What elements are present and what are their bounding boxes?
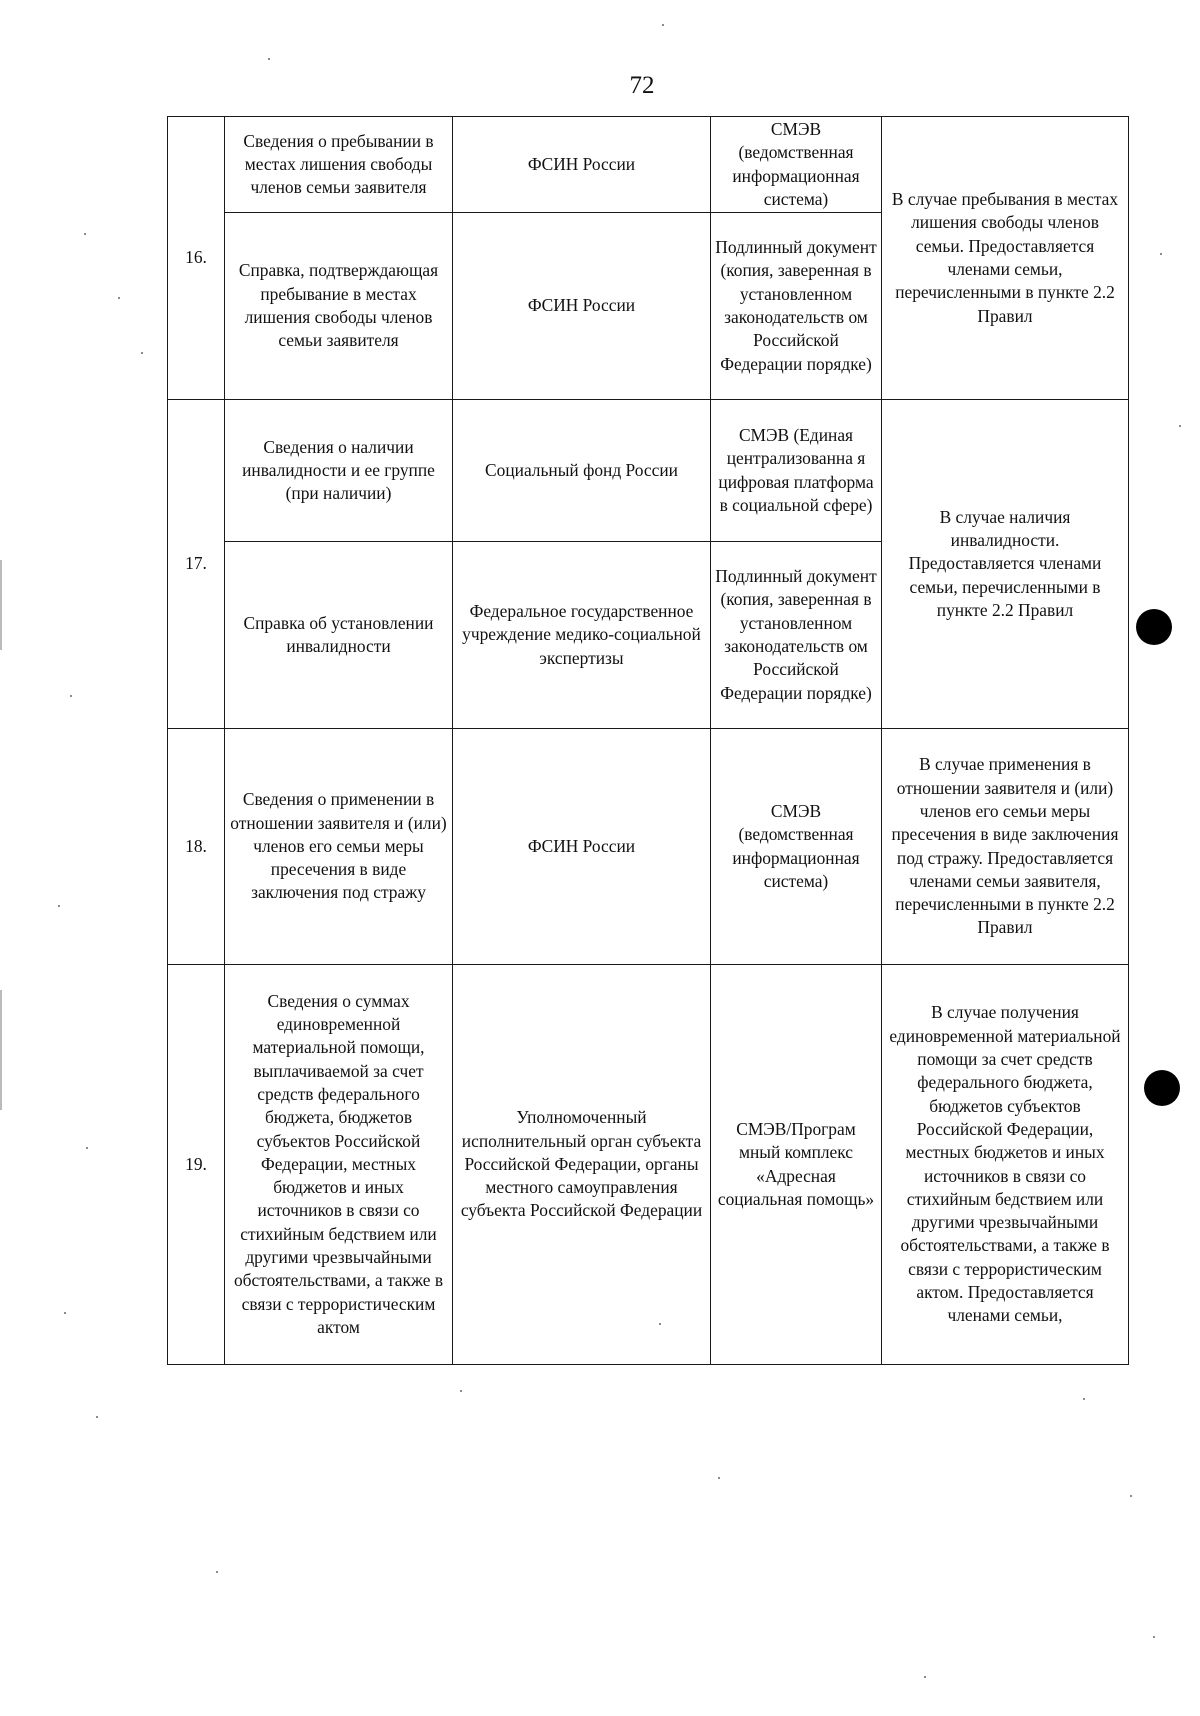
scan-speck bbox=[659, 1323, 661, 1325]
scan-speck bbox=[460, 1390, 462, 1392]
scan-speck bbox=[1130, 1495, 1132, 1497]
scan-speck bbox=[86, 1147, 88, 1149]
document-cell: Сведения о суммах единовременной материальной помощи, выплачиваемой за счет средств федерального бюджета, бюджетов субъектов Российской Федерации, местных бюджетов и иных источников в связи со стихийным бедствием или другими чрезвычайными обстоятельствами, а также в связи с террористическим актом bbox=[225, 965, 453, 1365]
table-row-18 bbox=[168, 729, 1129, 965]
source-cell: ФСИН России bbox=[453, 213, 711, 400]
row-number: 19. bbox=[168, 965, 225, 1365]
scan-speck bbox=[118, 297, 120, 299]
scan-edge-mark bbox=[0, 990, 2, 1110]
method-cell: Подлинный документ (копия, заверенная в установленном законодательств ом Российской Федерации порядке) bbox=[711, 542, 882, 729]
scan-speck bbox=[64, 1312, 66, 1314]
scan-speck bbox=[70, 695, 72, 697]
page-number: 72 bbox=[629, 72, 655, 99]
table-row-19 bbox=[168, 965, 1129, 1365]
document-cell: Сведения о применении в отношении заявителя и (или) членов его семьи меры пресечения в виде заключения под стражу bbox=[225, 729, 453, 965]
source-cell: ФСИН России bbox=[453, 117, 711, 213]
document-cell: Справка об установлении инвалидности bbox=[225, 542, 453, 729]
document-cell: Справка, подтверждающая пребывание в местах лишения свободы членов семьи заявителя bbox=[225, 213, 453, 400]
method-cell: Подлинный документ (копия, заверенная в установленном законодательств ом Российской Федерации порядке) bbox=[711, 213, 882, 400]
scan-edge-mark bbox=[0, 560, 2, 650]
scan-speck bbox=[1083, 1398, 1085, 1400]
condition-cell: В случае применения в отношении заявителя и (или) членов его семьи меры пресечения в виде заключения под стражу. Предоставляется членами семьи заявителя, перечисленными в пункте 2.2 Правил bbox=[882, 729, 1129, 965]
table-row-17a bbox=[168, 400, 1129, 542]
method-cell: СМЭВ (Единая централизованна я цифровая платформа в социальной сфере) bbox=[711, 400, 882, 542]
punch-hole bbox=[1136, 609, 1172, 645]
scan-speck bbox=[58, 905, 60, 907]
documents-table bbox=[167, 116, 1129, 1365]
row-number: 18. bbox=[168, 729, 225, 965]
scan-speck bbox=[924, 1676, 926, 1678]
punch-hole bbox=[1144, 1070, 1180, 1106]
scan-speck bbox=[84, 233, 86, 235]
scan-speck bbox=[141, 352, 143, 354]
method-cell: СМЭВ (ведомственная информационная система) bbox=[711, 729, 882, 965]
source-cell: Уполномоченный исполнительный орган субъекта Российской Федерации, органы местного самоуправления субъекта Российской Федерации bbox=[453, 965, 711, 1365]
scan-speck bbox=[1179, 425, 1181, 427]
condition-cell: В случае получения единовременной материальной помощи за счет средств федерального бюджета, бюджетов субъектов Российской Федерации, местных бюджетов и иных источников в связи со стихийным бедствием или другими чрезвычайными обстоятельствами, а также в связи с террористическим актом. Предоставляется членами семьи, bbox=[882, 965, 1129, 1365]
scan-speck bbox=[718, 1477, 720, 1479]
scan-speck bbox=[662, 24, 664, 26]
method-cell: СМЭВ (ведомственная информационная система) bbox=[711, 117, 882, 213]
source-cell: Федеральное государственное учреждение медико-социальной экспертизы bbox=[453, 542, 711, 729]
table-row-16a bbox=[168, 117, 1129, 213]
row-number: 16. bbox=[168, 117, 225, 400]
method-cell: СМЭВ/Програм мный комплекс «Адресная социальная помощь» bbox=[711, 965, 882, 1365]
condition-cell: В случае наличия инвалидности. Предоставляется членами семьи, перечисленными в пункте 2.2 Правил bbox=[882, 400, 1129, 729]
scan-speck bbox=[268, 58, 270, 60]
scan-speck bbox=[216, 1571, 218, 1573]
source-cell: Социальный фонд России bbox=[453, 400, 711, 542]
condition-cell: В случае пребывания в местах лишения свободы членов семьи. Предоставляется членами семьи, перечисленными в пункте 2.2 Правил bbox=[882, 117, 1129, 400]
scan-speck bbox=[96, 1416, 98, 1418]
document-cell: Сведения о наличии инвалидности и ее группе (при наличии) bbox=[225, 400, 453, 542]
scan-speck bbox=[1160, 253, 1162, 255]
document-cell: Сведения о пребывании в местах лишения свободы членов семьи заявителя bbox=[225, 117, 453, 213]
source-cell: ФСИН России bbox=[453, 729, 711, 965]
row-number: 17. bbox=[168, 400, 225, 729]
scan-speck bbox=[1153, 1636, 1155, 1638]
